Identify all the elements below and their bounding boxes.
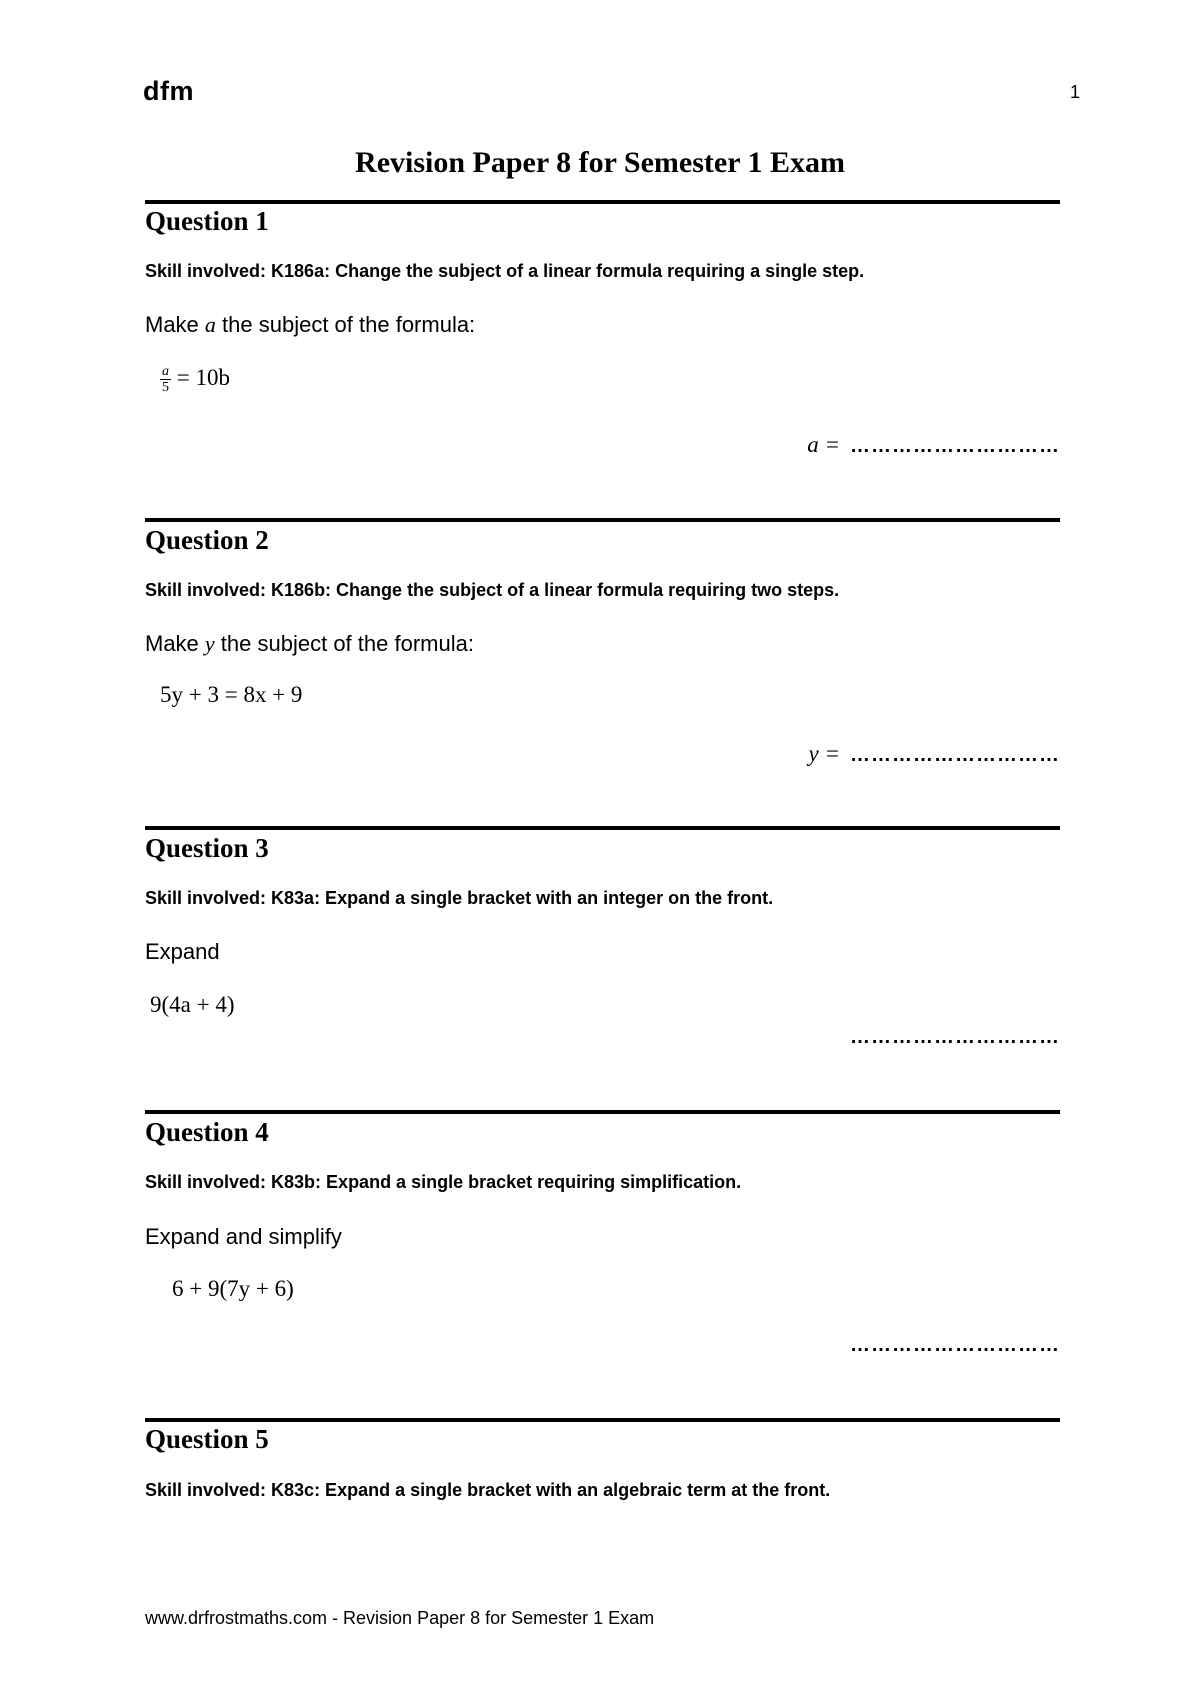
- question-4-expression: 6 + 9(7y + 6): [172, 1276, 294, 1301]
- page-title: Revision Paper 8 for Semester 1 Exam: [355, 146, 845, 179]
- answer-line[interactable]: …………………………: [850, 1026, 1060, 1048]
- question-2-instruction: [145, 631, 474, 657]
- question-2-heading: Question 2: [145, 525, 269, 555]
- instruction-text: the subject of the formula:: [215, 312, 476, 337]
- fraction: [160, 364, 171, 395]
- section-divider: [145, 1418, 1060, 1422]
- question-2-answer: [809, 741, 1060, 767]
- question-3-heading: Question 3: [145, 833, 269, 863]
- instruction-text: Make: [145, 631, 205, 656]
- section-divider: [145, 1110, 1060, 1114]
- question-3-skill: Skill involved: K83a: Expand a single bracket with an integer on the front.: [145, 888, 774, 908]
- answer-line[interactable]: …………………………: [850, 435, 1060, 457]
- question-4-answer: [850, 1334, 1060, 1357]
- question-2-formula: 5y + 3 = 8x + 9: [160, 682, 303, 707]
- section-divider: [145, 826, 1060, 830]
- instruction-text: the subject of the formula:: [214, 631, 474, 656]
- instruction-text: Make: [145, 312, 205, 337]
- fraction-numerator: a: [162, 364, 169, 379]
- question-1-instruction: [145, 312, 475, 338]
- question-2-skill: Skill involved: K186b: Change the subject of a linear formula requiring two steps.: [145, 580, 840, 600]
- question-1-skill: Skill involved: K186a: Change the subject of a linear formula requiring a single step.: [145, 261, 865, 281]
- section-divider: [145, 518, 1060, 522]
- question-3-instruction: Expand: [145, 939, 220, 964]
- question-4-instruction: Expand and simplify: [145, 1224, 342, 1249]
- answer-label: a =: [807, 432, 840, 457]
- answer-line[interactable]: …………………………: [850, 1334, 1060, 1356]
- question-5-skill: Skill involved: K83c: Expand a single bracket with an algebraic term at the front.: [145, 1480, 831, 1500]
- question-1-answer: [807, 432, 1060, 458]
- question-4-heading: Question 4: [145, 1117, 269, 1147]
- question-1-formula: [160, 364, 230, 395]
- formula-rhs: = 10b: [176, 364, 230, 390]
- instruction-variable: a: [204, 312, 216, 337]
- question-1-heading: Question 1: [145, 206, 269, 236]
- fraction-denominator: 5: [162, 380, 169, 395]
- answer-line[interactable]: …………………………: [850, 744, 1060, 766]
- answer-label: y =: [808, 741, 840, 766]
- question-3-answer: [850, 1026, 1060, 1049]
- section-divider: [145, 200, 1060, 204]
- page-number: 1: [1070, 82, 1081, 102]
- question-3-expression: 9(4a + 4): [150, 992, 235, 1017]
- question-4-skill: Skill involved: K83b: Expand a single bracket requiring simplification.: [145, 1172, 742, 1192]
- instruction-variable: y: [204, 631, 215, 656]
- footer-text: www.drfrostmaths.com - Revision Paper 8 for Semester 1 Exam: [145, 1608, 655, 1628]
- logo: dfm: [143, 76, 194, 106]
- question-5-heading: Question 5: [145, 1424, 269, 1454]
